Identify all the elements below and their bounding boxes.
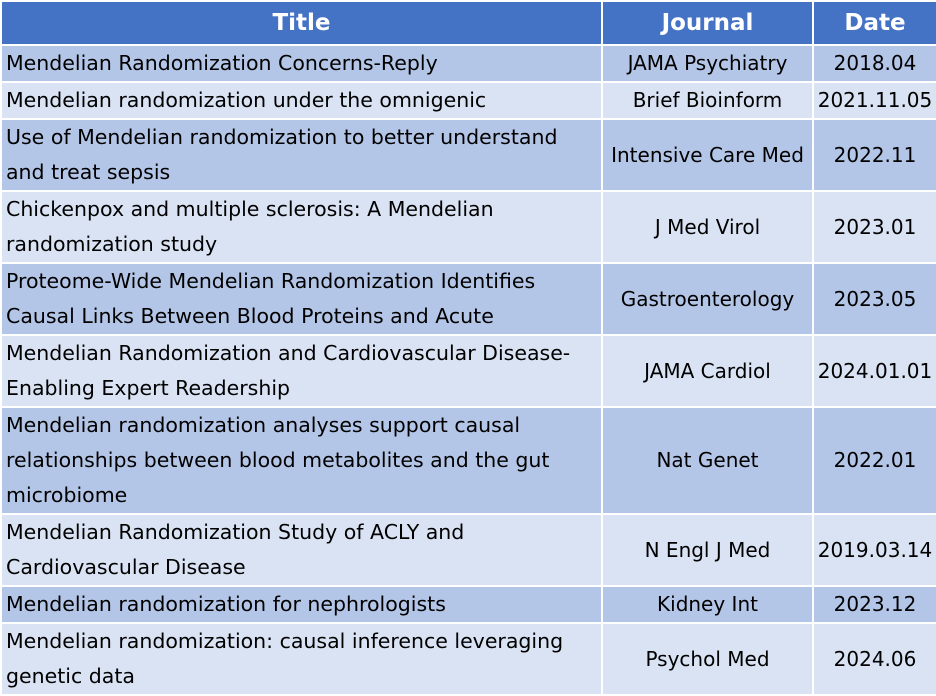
row-journal: Kidney Int (602, 586, 813, 623)
row-journal: Intensive Care Med (602, 119, 813, 191)
table-row (1, 82, 936, 119)
table-row (1, 586, 936, 623)
header-row (1, 1, 936, 45)
row-date: 2022.11 (813, 119, 936, 191)
row-date: 2023.12 (813, 586, 936, 623)
table-row (1, 623, 936, 695)
table-row (1, 191, 936, 263)
table-row (1, 45, 936, 82)
header-title: Title (1, 1, 602, 45)
row-journal: JAMA Psychiatry (602, 45, 813, 82)
row-title: Mendelian Randomization and Cardiovascular Disease-Enabling Expert Readership (1, 335, 602, 407)
row-date: 2019.03.14 (813, 514, 936, 586)
row-date: 2023.01 (813, 191, 936, 263)
header-date: Date (813, 1, 936, 45)
table-row (1, 335, 936, 407)
table-row (1, 407, 936, 514)
row-title: Mendelian randomization analyses support causal relationships between blood metabolites and the gut microbiome (1, 407, 602, 514)
row-journal: J Med Virol (602, 191, 813, 263)
table-row (1, 514, 936, 586)
row-title: Mendelian Randomization Study of ACLY and Cardiovascular Disease (1, 514, 602, 586)
row-title: Mendelian randomization for nephrologists (1, 586, 602, 623)
row-title: Mendelian Randomization Concerns-Reply (1, 45, 602, 82)
row-title: Mendelian randomization: causal inference leveraging genetic data (1, 623, 602, 695)
row-date: 2024.06 (813, 623, 936, 695)
row-journal: Gastroenterology (602, 263, 813, 335)
row-date: 2024.01.01 (813, 335, 936, 407)
row-title: Proteome-Wide Mendelian Randomization Identifies Causal Links Between Blood Proteins and Acute (1, 263, 602, 335)
row-date: 2023.05 (813, 263, 936, 335)
row-journal: Brief Bioinform (602, 82, 813, 119)
table-row (1, 263, 936, 335)
row-journal: N Engl J Med (602, 514, 813, 586)
row-date: 2021.11.05 (813, 82, 936, 119)
row-journal: JAMA Cardiol (602, 335, 813, 407)
row-date: 2022.01 (813, 407, 936, 514)
row-title: Mendelian randomization under the omnigenic (1, 82, 602, 119)
row-journal: Nat Genet (602, 407, 813, 514)
row-title: Use of Mendelian randomization to better understand and treat sepsis (1, 119, 602, 191)
table-row (1, 119, 936, 191)
row-title: Chickenpox and multiple sclerosis: A Mendelian randomization study (1, 191, 602, 263)
row-journal: Psychol Med (602, 623, 813, 695)
row-date: 2018.04 (813, 45, 936, 82)
header-journal: Journal (602, 1, 813, 45)
